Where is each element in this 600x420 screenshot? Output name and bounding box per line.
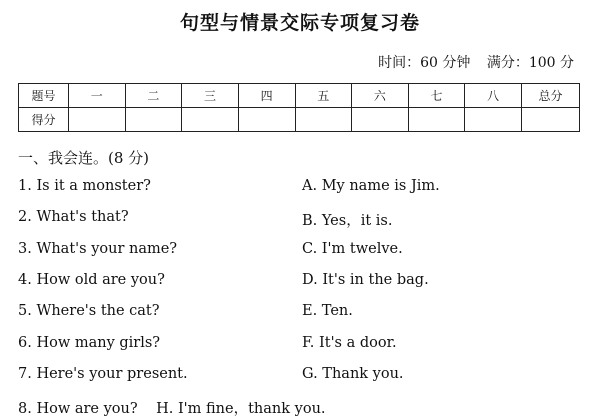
question-item: 1. Is it a monster? — [18, 178, 151, 194]
answer-item: A. My name is Jim. — [302, 178, 440, 194]
answer-item: C. I'm twelve. — [302, 241, 403, 257]
score-table-score-row — [19, 108, 580, 132]
section-heading: 一、我会连。(8 分) — [18, 149, 150, 167]
header-cell: 题号 — [19, 84, 69, 108]
score-cell[interactable] — [408, 108, 465, 132]
header-cell: 一 — [69, 84, 126, 108]
exam-meta — [378, 52, 574, 72]
score-cell[interactable] — [182, 108, 239, 132]
answer-item: G. Thank you. — [302, 366, 404, 382]
question-item: 8. How are you? H. I'm fine，thank you. — [18, 401, 326, 417]
score-cell[interactable] — [295, 108, 352, 132]
header-cell: 七 — [408, 84, 465, 108]
answer-item: D. It's in the bag. — [302, 272, 429, 288]
time-limit: 时间：60 分钟 — [378, 55, 471, 71]
score-cell[interactable] — [125, 108, 182, 132]
question-item: 5. Where's the cat? — [18, 303, 160, 319]
answer-item: B. Yes，it is. — [302, 213, 393, 229]
score-cell[interactable] — [238, 108, 295, 132]
question-item: 6. How many girls? — [18, 335, 161, 351]
score-cell[interactable] — [465, 108, 522, 132]
answer-item: E. Ten. — [302, 303, 353, 319]
score-table — [18, 83, 580, 132]
header-cell: 总分 — [522, 84, 580, 108]
question-item: 2. What's that? — [18, 209, 129, 225]
header-cell: 二 — [125, 84, 182, 108]
answer-item: F. It's a door. — [302, 335, 397, 351]
header-cell: 八 — [465, 84, 522, 108]
question-item: 7. Here's your present. — [18, 366, 188, 382]
header-cell: 五 — [295, 84, 352, 108]
question-item: 3. What's your name? — [18, 241, 178, 257]
header-cell: 四 — [238, 84, 295, 108]
question-item: 4. How old are you? — [18, 272, 165, 288]
full-marks: 满分：100 分 — [486, 55, 574, 71]
score-table-header-row — [19, 84, 580, 108]
score-row-label: 得分 — [19, 108, 69, 132]
score-cell[interactable] — [352, 108, 409, 132]
header-cell: 六 — [352, 84, 409, 108]
header-cell: 三 — [182, 84, 239, 108]
score-cell[interactable] — [522, 108, 580, 132]
exam-title: 句型与情景交际专项复习卷 — [179, 12, 420, 34]
score-cell[interactable] — [69, 108, 126, 132]
